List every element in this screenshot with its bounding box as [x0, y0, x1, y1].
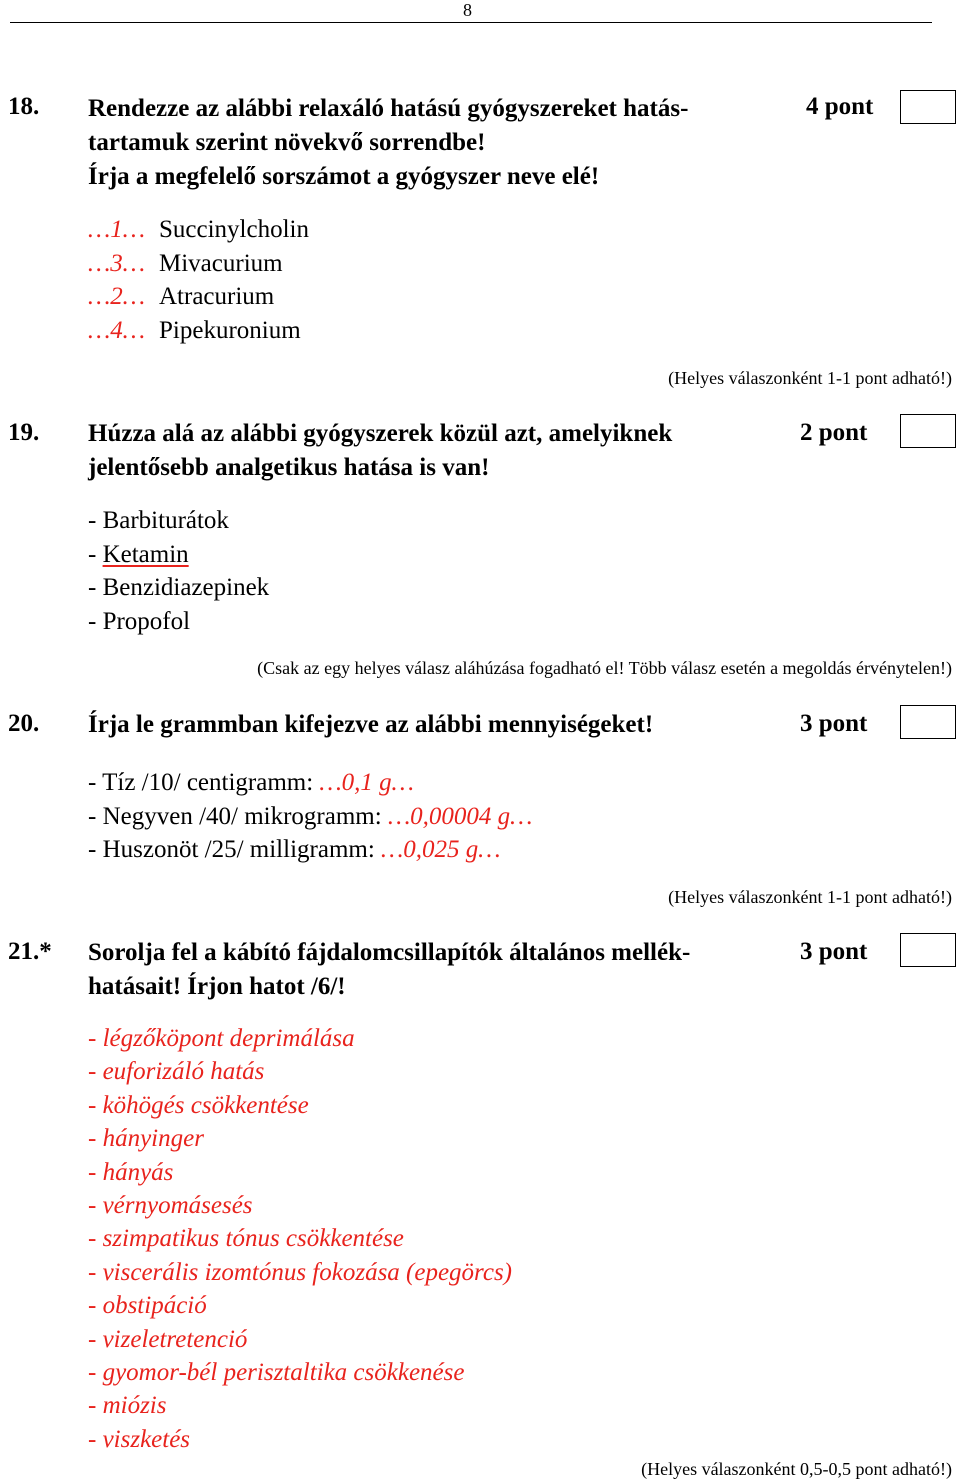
q18-item [88, 213, 309, 247]
q18-score-box[interactable] [900, 90, 956, 124]
q21-answer: - szimpatikus tónus csökkentése [88, 1225, 404, 1253]
q20-score-box[interactable] [900, 705, 956, 739]
q18-answer: …3… [88, 249, 145, 277]
q19-option-label: Benzidiazepinek [102, 574, 270, 601]
q21-answer: - obstipáció [88, 1292, 207, 1320]
q18-answer: …2… [88, 283, 145, 310]
q21-score-box[interactable] [900, 933, 956, 967]
q19-number: 19. [8, 419, 40, 446]
q18-line1: Rendezze az alábbi relaxáló hatású gyógyszereket hatás- [88, 95, 689, 122]
q19-line2: jelentősebb analgetikus hatása is van! [88, 454, 490, 481]
q21-answer: - köhögés csökkentése [88, 1091, 309, 1119]
q19-options [88, 504, 269, 638]
q18-line3: Írja a megfelelő sorszámot a gyógyszer neve elé! [88, 163, 600, 190]
q19-option[interactable]: - Benzidiazepinek [88, 574, 270, 601]
q18-item [88, 314, 309, 348]
q21-answer: - viszketés [88, 1425, 191, 1453]
q18-drug: Pipekuronium [159, 316, 301, 344]
q21-answer: - euforizáló hatás [88, 1058, 265, 1086]
q20-scoring-note: (Helyes válaszonként 1-1 pont adható!) [668, 887, 952, 907]
q19-option[interactable]: - Ketamin [88, 540, 189, 568]
q21-answer: - viscerális izomtónus fokozása (epegörcs) [88, 1258, 513, 1286]
q18-drug: Mivacurium [159, 249, 283, 277]
q18-items [88, 213, 309, 347]
q18-item [88, 280, 309, 314]
q18-drug: Atracurium [159, 283, 275, 310]
q21-points: 3 pont [800, 938, 868, 965]
q20-answer: …0,1 g… [319, 769, 414, 796]
q20-item-label: - Huszonöt /25/ milligramm: [88, 836, 382, 863]
q19-line1: Húzza alá az alábbi gyógyszerek közül azt, amelyiknek [88, 420, 673, 447]
q21-question [88, 936, 690, 1004]
q19-option-label-underlined: Ketamin [102, 540, 189, 568]
q21-scoring-note: (Helyes válaszonként 0,5-0,5 pont adható!) [641, 1459, 952, 1479]
q19-option-label: Propofol [102, 607, 191, 635]
q19-scoring-note: (Csak az egy helyes válasz aláhúzása fogadható el! Több válasz esetén a megoldás érvénytelen!) [257, 658, 952, 678]
q21-answer: - vérnyomásesés [88, 1192, 253, 1220]
q21-line1: Sorolja fel a kábító fájdalomcsillapítók általános mellék- [88, 939, 691, 966]
q18-points: 4 pont [806, 93, 874, 120]
q18-question [88, 92, 688, 194]
q20-items [88, 766, 532, 867]
q20-line1: Írja le grammban kifejezve az alábbi mennyiségeket! [88, 711, 654, 738]
q21-answer: - miózis [88, 1392, 167, 1420]
q18-number: 18. [8, 93, 40, 120]
q20-item-label: - Tíz /10/ centigramm: [88, 769, 320, 796]
q19-option[interactable]: - Barbiturátok [88, 507, 229, 534]
q21-line2: hatásait! Írjon hatot /6/! [88, 973, 346, 1000]
q20-item [88, 766, 532, 800]
q20-points: 3 pont [800, 710, 868, 737]
page-number: 8 [463, 0, 472, 20]
q18-scoring-note: (Helyes válaszonként 1-1 pont adható!) [668, 368, 952, 388]
q20-item [88, 833, 532, 867]
q20-number: 20. [8, 710, 40, 737]
q19-question [88, 417, 672, 485]
q19-points: 2 pont [800, 419, 868, 446]
q20-answer: …0,00004 g… [387, 802, 533, 830]
q21-answer: - légzőköpont deprimálása [88, 1025, 355, 1052]
q19-option[interactable]: - Propofol [88, 607, 191, 635]
q19-score-box[interactable] [900, 414, 956, 448]
q18-drug: Succinylcholin [159, 216, 309, 243]
q21-answer: - vizeletretenció [88, 1325, 248, 1353]
q19-option-label: Barbiturátok [102, 507, 229, 534]
q18-item [88, 247, 309, 281]
q21-answer-list [88, 1022, 512, 1456]
q18-line2: tartamuk szerint növekvő sorrendbe! [88, 129, 486, 156]
header-rule [10, 22, 932, 23]
q18-answer: …4… [88, 316, 145, 344]
q21-answer: - hányinger [88, 1125, 204, 1153]
q18-answer: …1… [88, 216, 145, 243]
q20-item [88, 800, 532, 834]
q21-answer: - gyomor-bél perisztaltika csökkenése [88, 1359, 465, 1387]
q20-item-label: - Negyven /40/ mikrogramm: [88, 802, 388, 830]
q21-answer: - hányás [88, 1158, 174, 1186]
q20-answer: …0,025 g… [381, 836, 501, 863]
q21-number: 21.* [8, 938, 52, 965]
